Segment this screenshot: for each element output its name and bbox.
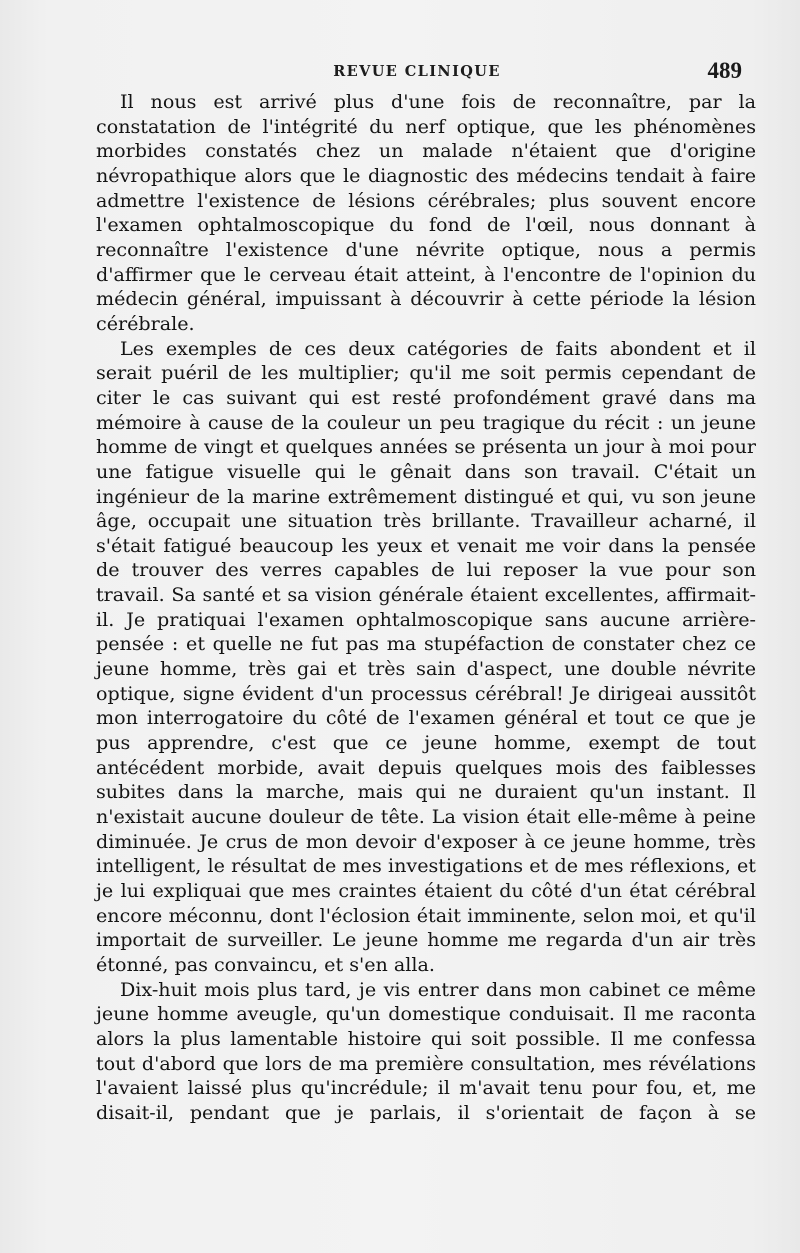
page-number: 489 bbox=[707, 58, 742, 83]
paragraph-1: Il nous est arrivé plus d'une fois de reconnaître, par la constatation de l'intégrité du nerf optique, que les phénomènes morbides constatés chez un malade n'étaient que d'origine névropathique alors que le diagnostic des médecins tendait à faire admettre l'existence de lésions cérébrales; plus souvent encore l'examen ophtalmoscopique du fond de l'œil, nous donnant à reconnaître l'existence d'une névrite optique, nous a permis d'affirmer que le cerveau était atteint, à l'encontre de l'opinion du médecin général, impuissant à découvrir à cette période la lésion cérébrale. bbox=[96, 90, 756, 335]
page-header bbox=[92, 58, 742, 88]
paragraph-2: Les exemples de ces deux catégories de faits abondent et il serait puéril de les multiplier; qu'il me soit permis cependant de citer le cas suivant qui est resté profondément gravé dans ma mémoire à cause de la couleur un peu tragique du récit : un jeune homme de vingt et quelques années se présenta un jour à moi pour une fatigue visuelle qui le gênait dans son travail. C'était un ingénieur de la marine extrêmement distingué et qui, vu son jeune âge, occupait une situation très brillante. Travailleur acharné, il s'était fatigué beaucoup les yeux et venait me voir dans la pensée de trouver des verres capables de lui reposer la vue pour son travail. Sa santé et sa vision générale étaient excellentes, affirmait-il. Je pratiquai l'examen ophtalmoscopique sans aucune arrière-pensée : et quelle ne fut pas ma stupéfaction de constater chez ce jeune homme, très gai et très sain d'aspect, une double névrite optique, signe évident d'un processus cérébral! Je dirigeai aussitôt mon interrogatoire du côté de l'examen général et tout ce que je pus apprendre, c'est que ce jeune homme, exempt de tout antécédent morbide, avait depuis quelques mois des faiblesses subites dans la marche, mais qui ne duraient qu'un instant. Il n'existait aucune douleur de tête. La vision était elle-même à peine diminuée. Je crus de mon devoir d'exposer à ce jeune homme, très intelligent, le résultat de mes investigations et de mes réflexions, et je lui expliquai que mes craintes étaient du côté d'un état cérébral encore méconnu, dont l'éclosion était imminente, selon moi, et qu'il importait de surveiller. Le jeune homme me regarda d'un air très étonné, pas convaincu, et s'en alla. bbox=[96, 336, 756, 976]
running-title: REVUE CLINIQUE bbox=[333, 63, 501, 80]
body-text bbox=[96, 90, 756, 1126]
paragraph-3: Dix-huit mois plus tard, je vis entrer dans mon cabinet ce même jeune homme aveugle, qu'un domestique conduisait. Il me raconta alors la plus lamentable histoire qui soit possible. Il me confessa tout d'abord que lors de ma première consultation, mes révélations l'avaient laissé plus qu'incrédule; il m'avait tenu pour fou, et, me disait-il, pendant que je parlais, il s'orientait de façon à se bbox=[96, 977, 756, 1124]
